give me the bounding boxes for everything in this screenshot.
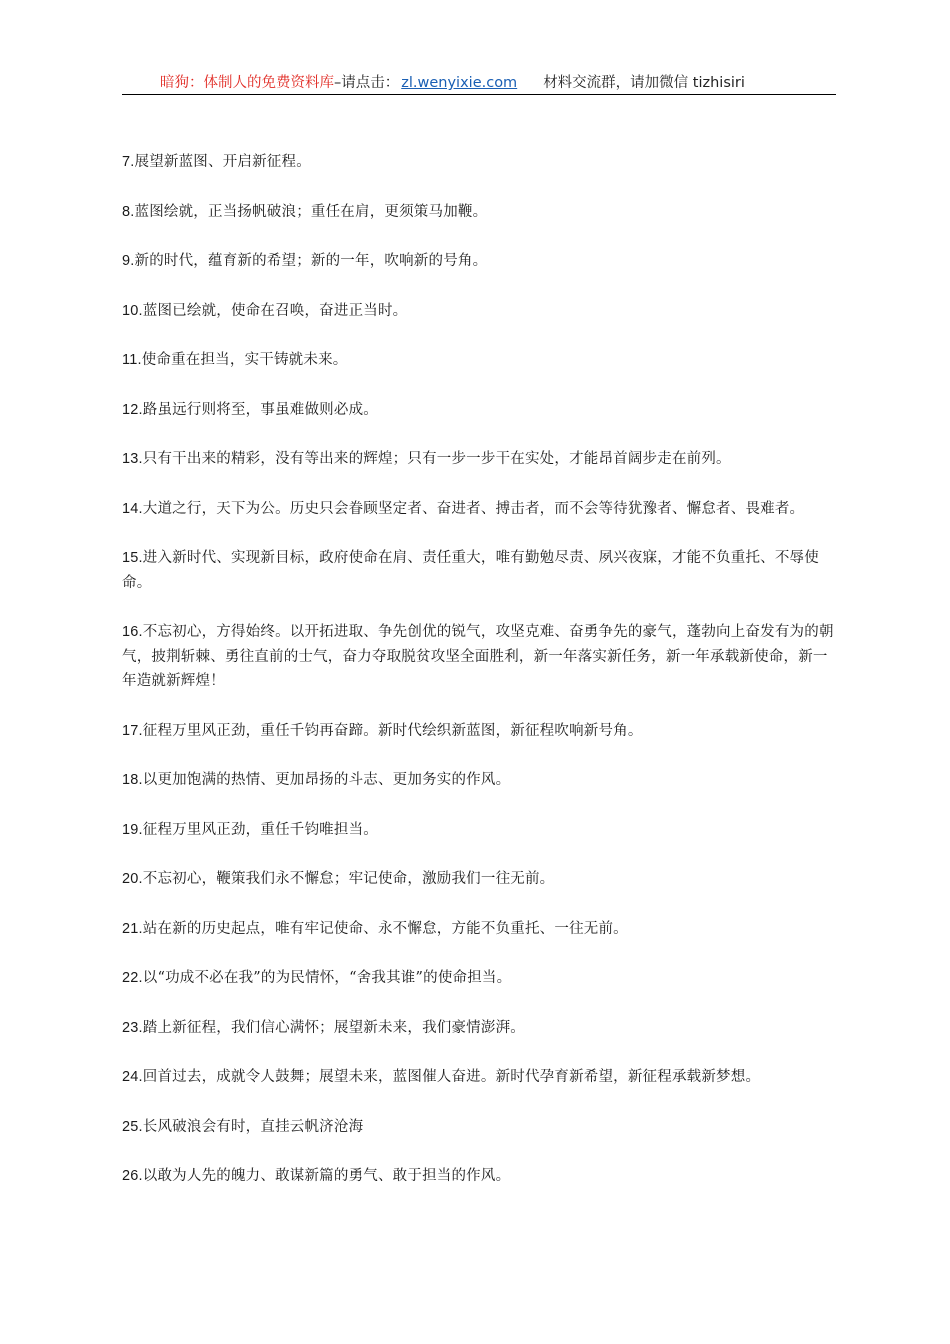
- item-number: 13.: [122, 451, 143, 467]
- item-number: 22.: [122, 970, 143, 986]
- list-item: [122, 867, 842, 892]
- slogan-list: [122, 150, 842, 1214]
- list-item: [122, 249, 842, 274]
- item-text: 蓝图已绘就，使命在召唤，奋进正当时。: [142, 302, 408, 319]
- item-text: 展望新蓝图、开启新征程。: [134, 154, 311, 170]
- item-text: 征程万里风正劲，重任千钧再奋蹄。新时代绘织新蓝图，新征程吹响新号角。: [142, 722, 643, 739]
- item-number: 25.: [122, 1118, 143, 1135]
- list-item: [122, 447, 842, 472]
- header-group-info: 材料交流群，请加微信 tizhisiri: [543, 75, 745, 91]
- item-text: 以敢为人先的魄力、敢谋新篇的勇气、敢于担当的作风。: [142, 1168, 511, 1184]
- list-item: [122, 497, 842, 522]
- item-number: 15.: [122, 550, 143, 566]
- list-item: [122, 818, 842, 843]
- list-item: [122, 1016, 842, 1041]
- item-text: 路虽远行则将至，事虽难做则必成。: [142, 401, 378, 418]
- page-header: [122, 64, 836, 95]
- item-number: 11.: [122, 352, 142, 368]
- item-text: 站在新的历史起点，唯有牢记使命、永不懈怠，方能不负重托、一往无前。: [142, 920, 628, 937]
- item-number: 14.: [122, 500, 143, 517]
- item-number: 12.: [122, 401, 143, 418]
- item-number: 23.: [122, 1019, 143, 1036]
- list-item: [122, 1164, 842, 1189]
- item-number: 19.: [122, 821, 143, 838]
- item-text: 长风破浪会有时，直挂云帆济沧海: [142, 1118, 364, 1135]
- item-text: 蓝图绘就，正当扬帆破浪；重任在肩，更须策马加鞭。: [134, 203, 488, 220]
- item-text: 使命重在担当，实干铸就未来。: [141, 352, 348, 368]
- item-text: 大道之行，天下为公。历史只会眷顾坚定者、奋进者、搏击者，而不会等待犹豫者、懈怠者、畏难者。: [142, 500, 805, 517]
- list-item: [122, 768, 842, 793]
- list-item: [122, 299, 842, 324]
- item-text: 回首过去，成就令人鼓舞；展望未来，蓝图催人奋进。新时代孕育新希望，新征程承载新梦想。: [142, 1069, 761, 1085]
- list-item: [122, 1065, 842, 1090]
- list-item: [122, 966, 842, 991]
- item-number: 9.: [122, 253, 135, 269]
- item-text: 只有干出来的精彩，没有等出来的辉煌；只有一步一步干在实处，才能昂首阔步走在前列。: [142, 451, 731, 467]
- item-text: 以“功成不必在我”的为民情怀，“舍我其谁”的使命担当。: [142, 970, 512, 986]
- item-number: 21.: [122, 920, 143, 937]
- list-item: [122, 398, 842, 423]
- list-item: [122, 546, 842, 595]
- item-number: 20.: [122, 871, 143, 887]
- list-item: [122, 917, 842, 942]
- item-number: 10.: [122, 302, 143, 319]
- header-link[interactable]: zl.wenyixie.com: [401, 75, 518, 91]
- header-brand: 暗狗：体制人的免费资料库: [160, 75, 334, 91]
- item-text: 不忘初心，鞭策我们永不懈怠；牢记使命，激励我们一往无前。: [142, 871, 555, 887]
- item-text: 不忘初心，方得始终。以开拓进取、争先创优的锐气，攻坚克难、奋勇争先的豪气，蓬勃向上奋发有为的朝气，披荆斩棘、勇往直前的士气，奋力夺取脱贫攻坚全面胜利，新一年落实新任务，新一年承载新使命，新一年造就新辉煌！: [122, 624, 834, 689]
- list-item: [122, 150, 842, 175]
- item-text: 踏上新征程，我们信心满怀；展望新未来，我们豪情澎湃。: [142, 1019, 525, 1036]
- item-number: 24.: [122, 1069, 143, 1085]
- item-text: 进入新时代、实现新目标，政府使命在肩、责任重大，唯有勤勉尽责、夙兴夜寐，才能不负重托、不辱使命。: [122, 550, 819, 591]
- item-number: 8.: [122, 203, 135, 220]
- list-item: [122, 1115, 842, 1140]
- item-number: 26.: [122, 1168, 143, 1184]
- item-number: 16.: [122, 624, 143, 640]
- item-text: 征程万里风正劲，重任千钧唯担当。: [142, 821, 378, 838]
- header-line: [160, 71, 745, 92]
- item-number: 17.: [122, 722, 143, 739]
- item-number: 7.: [122, 154, 135, 170]
- list-item: [122, 719, 842, 744]
- item-text: 以更加饱满的热情、更加昂扬的斗志、更加务实的作风。: [142, 772, 511, 788]
- header-prompt: –请点击：: [334, 75, 400, 91]
- list-item: [122, 620, 842, 694]
- item-number: 18.: [122, 772, 143, 788]
- list-item: [122, 348, 842, 373]
- list-item: [122, 200, 842, 225]
- item-text: 新的时代，蕴育新的希望；新的一年，吹响新的号角。: [134, 253, 488, 269]
